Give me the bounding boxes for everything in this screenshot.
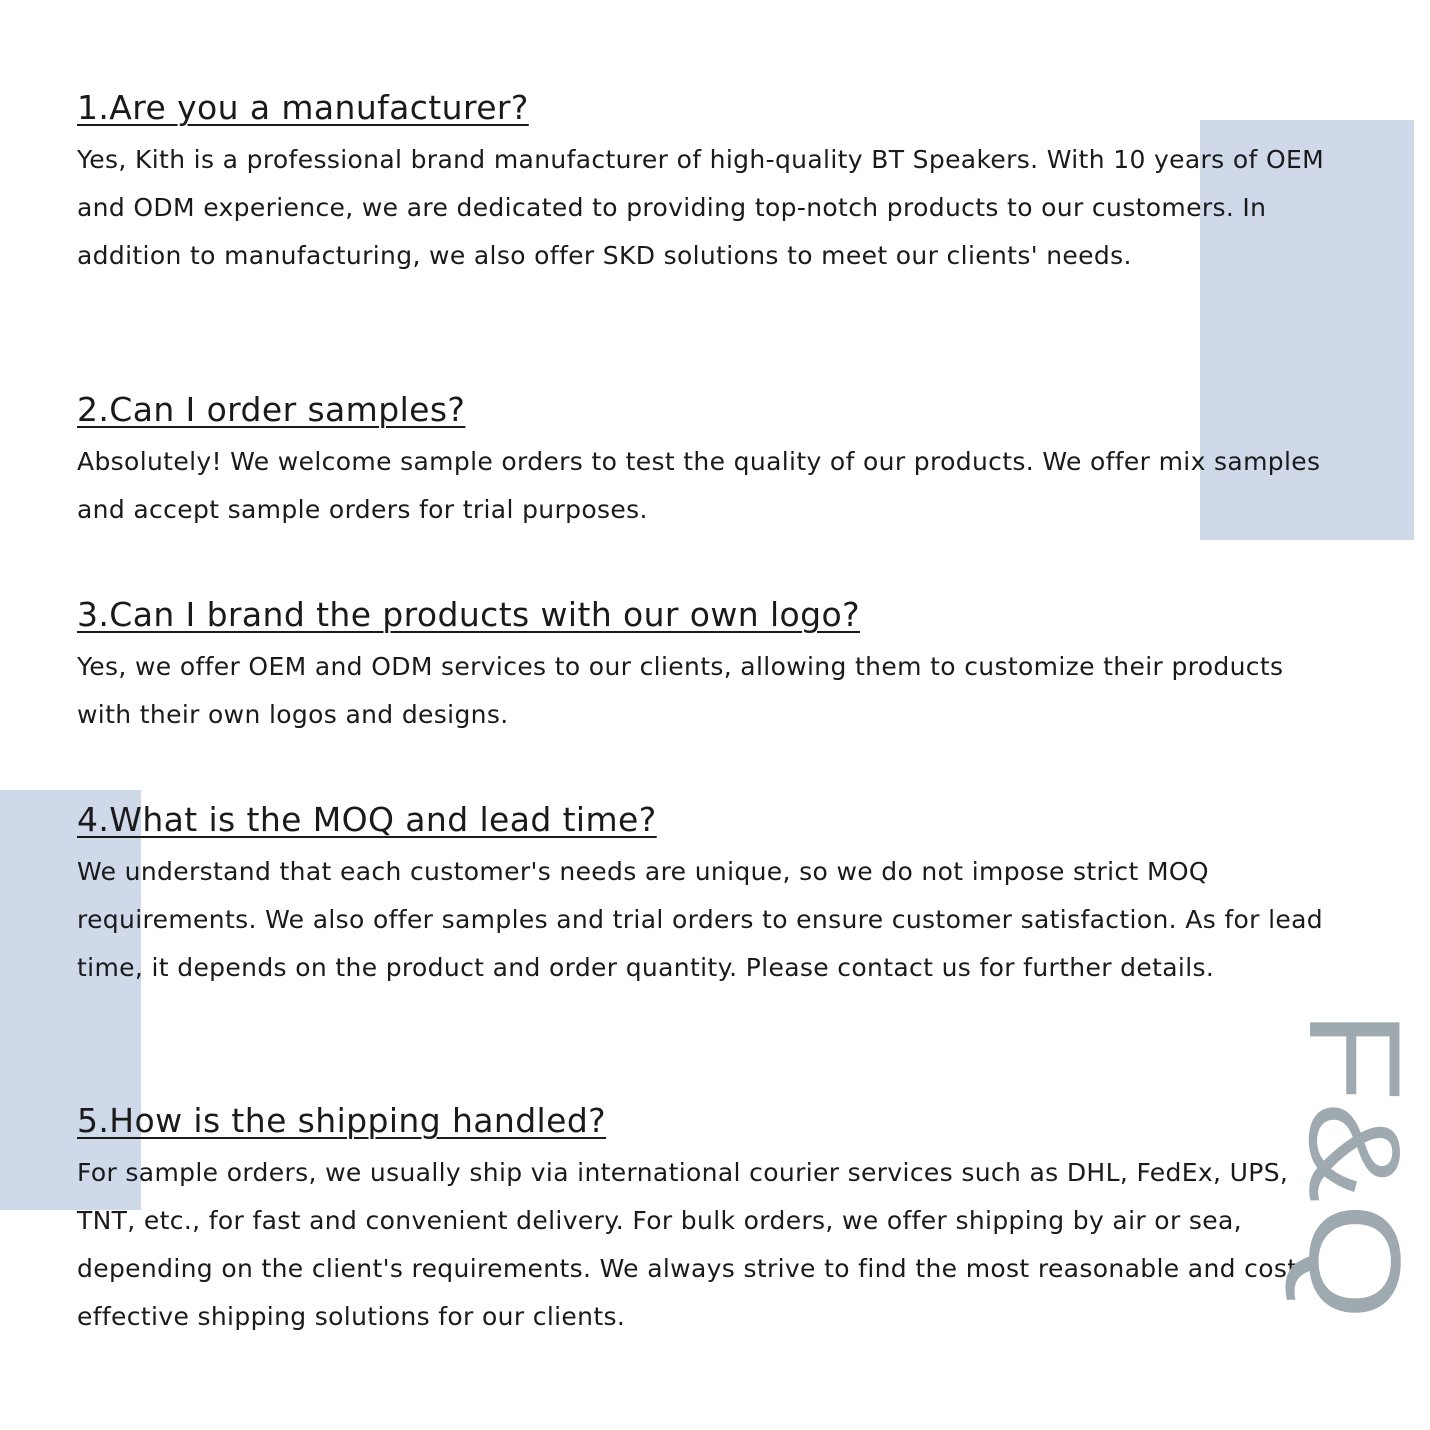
faq-answer: Yes, Kith is a professional brand manufacturer of high-quality BT Speakers. With 10 years of OEM and ODM experience, we are dedicated to providing top-notch products to our customers. In addition to manufacturing, we also offer SKD solutions to meet our clients' needs. (77, 145, 1325, 270)
side-title-svg (1282, 1000, 1430, 1330)
faq-item-2 (77, 390, 1327, 534)
faq-answer: Yes, we offer OEM and ODM services to our clients, allowing them to customize their products with their own logos and designs. (77, 652, 1284, 729)
side-title-rotated (1282, 1000, 1430, 1330)
faq-answer: For sample orders, we usually ship via international courier services such as DHL, FedEx, UPS, TNT, etc., for fast and convenient delivery. For bulk orders, we offer shipping by air or sea, depending on the client's requirements. We always strive to find the most reasonable and cost-effective shipping solutions for our clients. (77, 1158, 1307, 1331)
faq-answer: Absolutely! We welcome sample orders to test the quality of our products. We offer mix samples and accept sample orders for trial purposes. (77, 447, 1321, 524)
faq-item-1 (77, 88, 1327, 280)
faq-question: 4.What is the MOQ and lead time? (77, 800, 657, 839)
faq-question: 2.Can I order samples? (77, 390, 466, 429)
faq-item-5 (77, 1101, 1327, 1341)
faq-question: 5.How is the shipping handled? (77, 1101, 607, 1140)
side-title-text: F&Q (1282, 1010, 1428, 1278)
faq-question: 3.Can I brand the products with our own logo? (77, 595, 860, 634)
faq-answer: We understand that each customer's needs are unique, so we do not impose strict MOQ requirements. We also offer samples and trial orders to ensure customer satisfaction. As for lead time, it depends on the product and order quantity. Please contact us for further details. (77, 857, 1324, 982)
faq-item-3 (77, 595, 1327, 739)
faq-question: 1.Are you a manufacturer? (77, 88, 529, 127)
faq-item-4 (77, 800, 1327, 992)
